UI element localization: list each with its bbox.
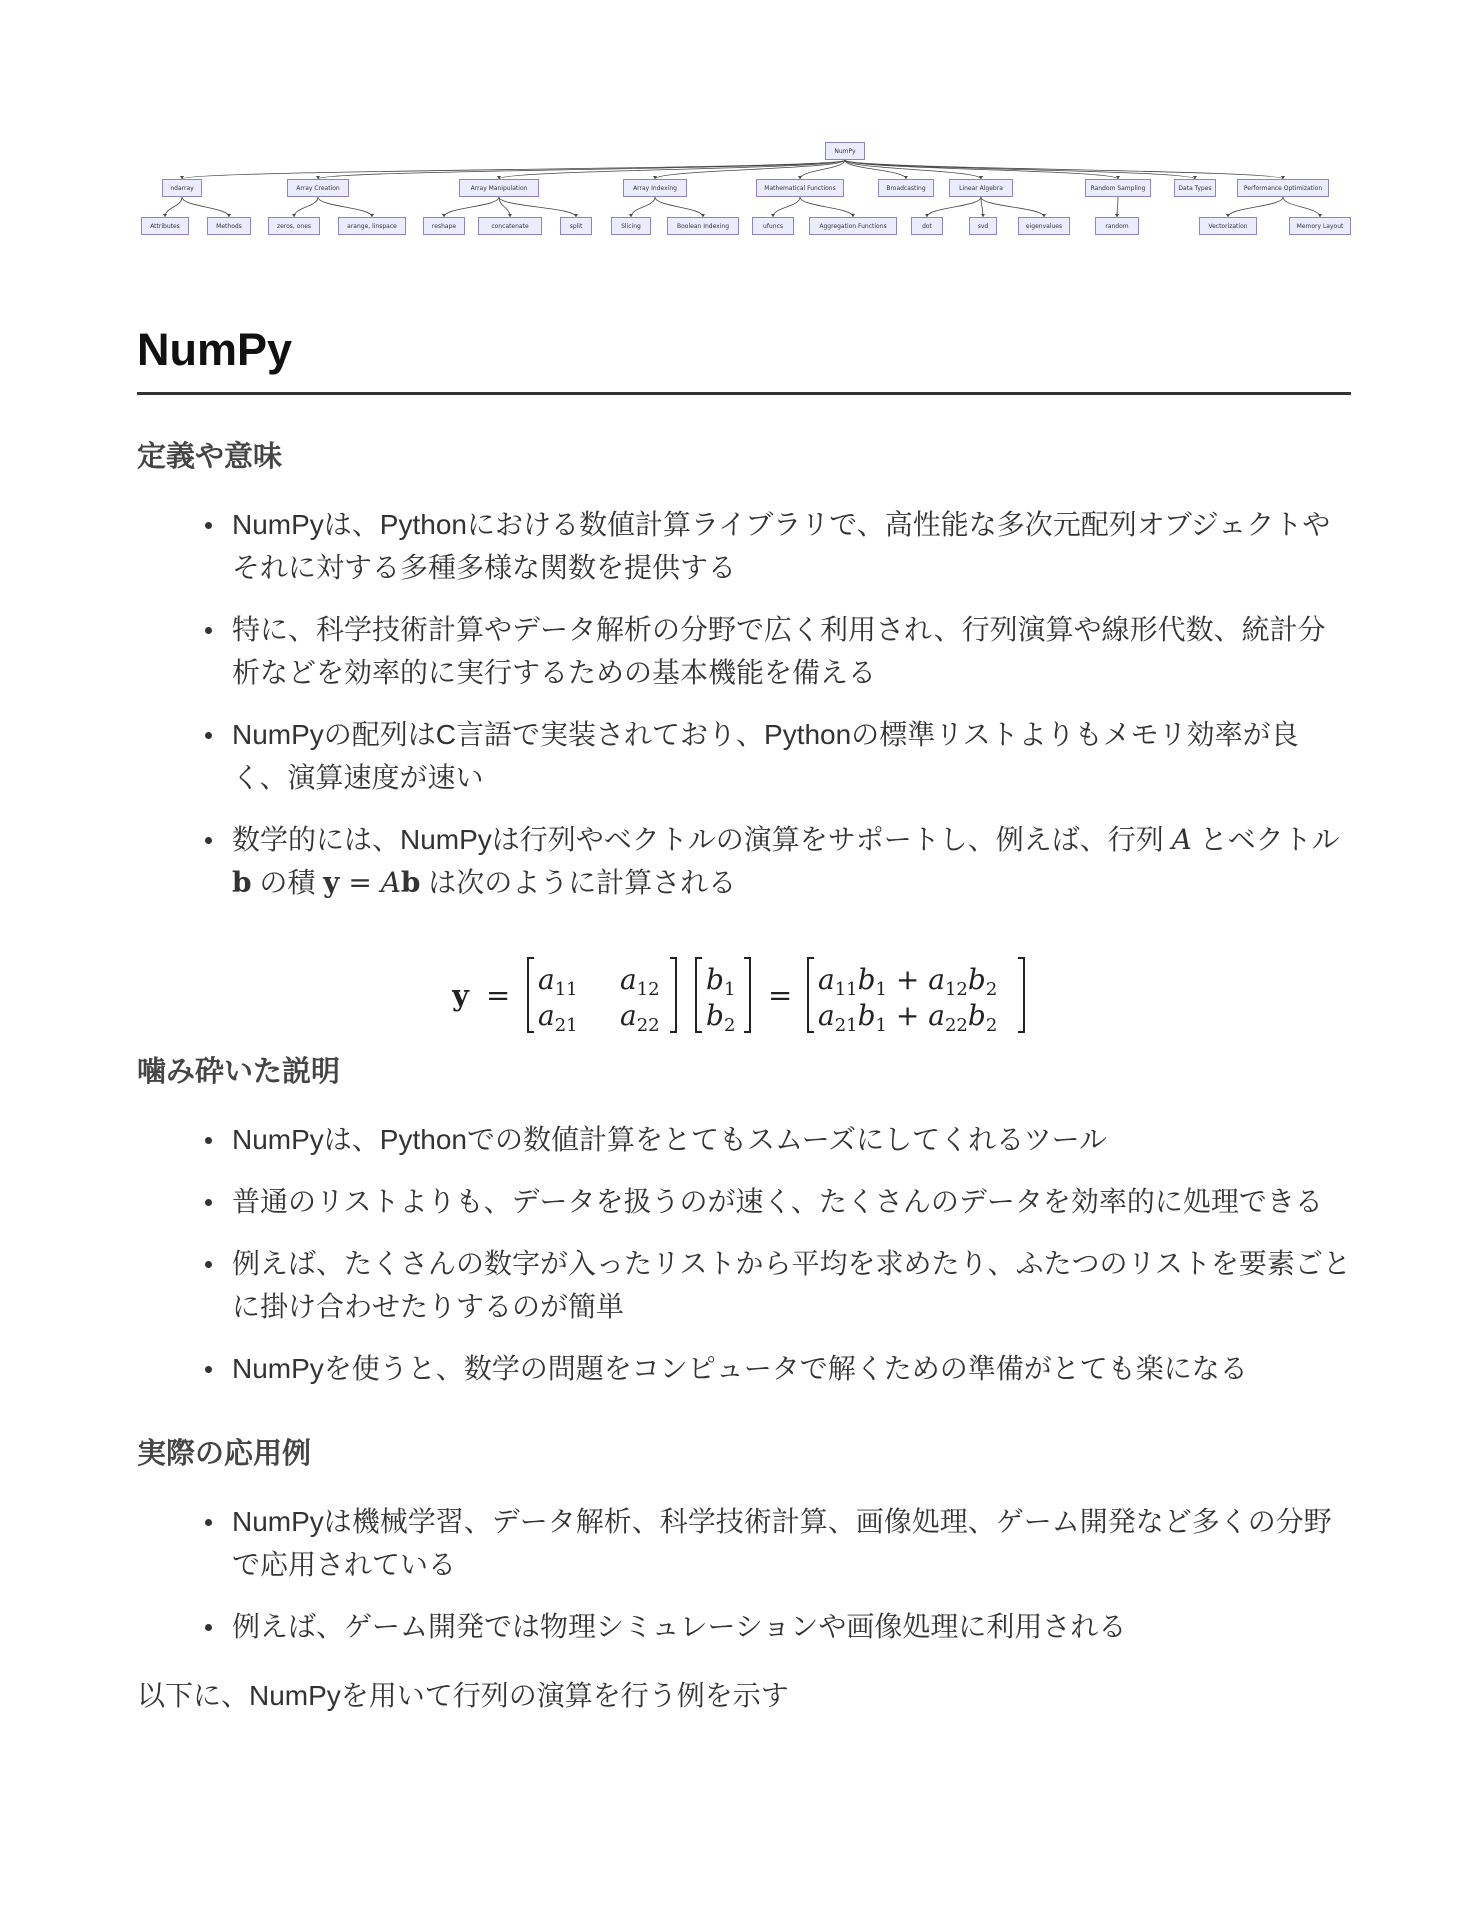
list-item: NumPyは、Pythonでの数値計算をとてもスムーズにしてくれるツール [232, 1118, 1351, 1161]
mindmap-leaf-node: svd [969, 217, 997, 235]
closing-paragraph: 以下に、NumPyを用いて行列の演算を行う例を示す [137, 1680, 789, 1711]
bracket-right-A [670, 958, 676, 1032]
mindmap-leaf-node: Vectorization [1199, 217, 1257, 235]
list-item: 例えば、ゲーム開発では物理シミュレーションや画像処理に利用される [232, 1605, 1351, 1648]
mindmap-leaf-node: ufuncs [752, 217, 794, 235]
mindmap-branch-node: Mathematical Functions [756, 179, 844, 197]
mindmap-branch-node: Broadcasting [878, 179, 934, 197]
list-item: NumPyは、Pythonにおける数値計算ライブラリで、高性能な多次元配列オブジェクトやそれに対する多種多様な関数を提供する [232, 503, 1351, 589]
eq-equals-1: = [486, 978, 511, 1012]
mindmap-leaf-node: Methods [207, 217, 251, 235]
mindmap-branch-node: ndarray [162, 179, 202, 197]
equation-svg [452, 950, 1032, 1040]
mindmap-diagram [0, 0, 1484, 260]
list-item: NumPyは機械学習、データ解析、科学技術計算、画像処理、ゲーム開発など多くの分野で応用されている [232, 1500, 1351, 1586]
mindmap-edge [655, 197, 703, 217]
mindmap-leaf-node: random [1095, 217, 1139, 235]
math-b: b [232, 866, 252, 899]
mindmap-branch-node: Performance Optimization [1237, 179, 1329, 197]
mindmap-edge [927, 197, 981, 217]
mindmap-edge [631, 197, 655, 217]
mindmap-leaf-node: reshape [423, 217, 465, 235]
math-y: y [323, 866, 340, 899]
mindmap-root-node: NumPy [825, 142, 865, 160]
page-title: NumPy [137, 318, 1351, 395]
mindmap-branch-node: Array Manipulation [459, 179, 539, 197]
mindmap-branch-node: Linear Algebra [949, 179, 1013, 197]
bracket-left-b [696, 958, 702, 1032]
math-A: A [1171, 823, 1192, 856]
mindmap-edge [1283, 197, 1320, 217]
mindmap-leaf-node: Boolean Indexing [667, 217, 739, 235]
mindmap-edge [165, 197, 182, 217]
bracket-left-A [528, 958, 534, 1032]
list-item: NumPyの配列はC言語で実装されており、Pythonの標準リストよりもメモリ効率が良く、演算速度が速い [232, 713, 1351, 799]
mindmap-branch-node: Array Creation [287, 179, 349, 197]
mindmap-edge [444, 197, 499, 217]
mindmap-leaf-node: Slicing [611, 217, 651, 235]
eq-a21: $a_{21}$ [538, 999, 578, 1036]
mindmap-edge [981, 197, 1044, 217]
mindmap-edge [318, 160, 845, 179]
list-item: NumPyを使うと、数学の問題をコンピュータで解くための準備がとても楽になる [232, 1347, 1351, 1390]
mindmap-leaf-node: zeros, ones [268, 217, 320, 235]
eq-lhs-y: y [452, 978, 469, 1012]
bracket-right-result [1018, 958, 1024, 1032]
mindmap-edge [1228, 197, 1283, 217]
mindmap-branch-node: Data Types [1174, 179, 1216, 197]
eq-a22: $a_{22}$ [620, 999, 660, 1036]
matrix-equation [452, 950, 1032, 1040]
applications-list [137, 1500, 1351, 1648]
section-heading-plain: 噛み砕いた説明 [137, 1056, 341, 1088]
eq-equals-2: = [768, 978, 793, 1012]
section-heading-applications: 実際の応用例 [137, 1438, 312, 1470]
eq-result-1: $a_{11}b_1 + a_{12}b_2$ [818, 963, 998, 1000]
mindmap-branch-node: Random Sampling [1085, 179, 1151, 197]
mindmap-leaf-node: concatenate [478, 217, 542, 235]
mindmap-leaf-node: Memory Layout [1289, 217, 1351, 235]
list-item-math: 数学的には、NumPyは行列やベクトルの演算をサポートし、例えば、行列 A とベクトル b の積 y = Ab は次のように計算される [232, 818, 1351, 904]
mindmap-leaf-node: arange, linspace [338, 217, 406, 235]
mindmap-edge [499, 160, 845, 179]
bracket-right-b [744, 958, 750, 1032]
list-item: 例えば、たくさんの数字が入ったリストから平均を求めたり、ふたつのリストを要素ごとに掛け合わせたりするのが簡単 [232, 1242, 1351, 1328]
mindmap-edge [845, 160, 981, 179]
bracket-left-result [808, 958, 814, 1032]
mindmap-leaf-node: Aggregation Functions [809, 217, 897, 235]
list-item: 特に、科学技術計算やデータ解析の分野で広く利用され、行列演算や線形代数、統計分析などを効率的に実行するための基本機能を備える [232, 608, 1351, 694]
mindmap-leaf-node: dot [911, 217, 943, 235]
mindmap-edge [182, 197, 229, 217]
plain-list [137, 1118, 1351, 1390]
eq-b2: $b_2$ [706, 999, 736, 1036]
mindmap-branch-node: Array Indexing [623, 179, 687, 197]
section-heading-definition: 定義や意味 [137, 441, 283, 473]
mindmap-leaf-node: eigenvalues [1018, 217, 1070, 235]
mindmap-edge [773, 197, 800, 217]
eq-b1: $b_1$ [706, 963, 736, 1000]
definition-list [137, 503, 1351, 904]
mindmap-edge [845, 160, 1195, 179]
eq-a12: $a_{12}$ [620, 963, 660, 1000]
list-item: 普通のリストよりも、データを扱うのが速く、たくさんのデータを効率的に処理できる [232, 1180, 1351, 1223]
mindmap-edge [294, 197, 318, 217]
mindmap-leaf-node: split [560, 217, 592, 235]
eq-result-2: $a_{21}b_1 + a_{22}b_2$ [818, 999, 998, 1036]
eq-a11: $a_{11}$ [538, 963, 578, 1000]
mindmap-leaf-node: Attributes [141, 217, 189, 235]
mindmap-edge [800, 197, 853, 217]
mindmap-edge [318, 197, 372, 217]
